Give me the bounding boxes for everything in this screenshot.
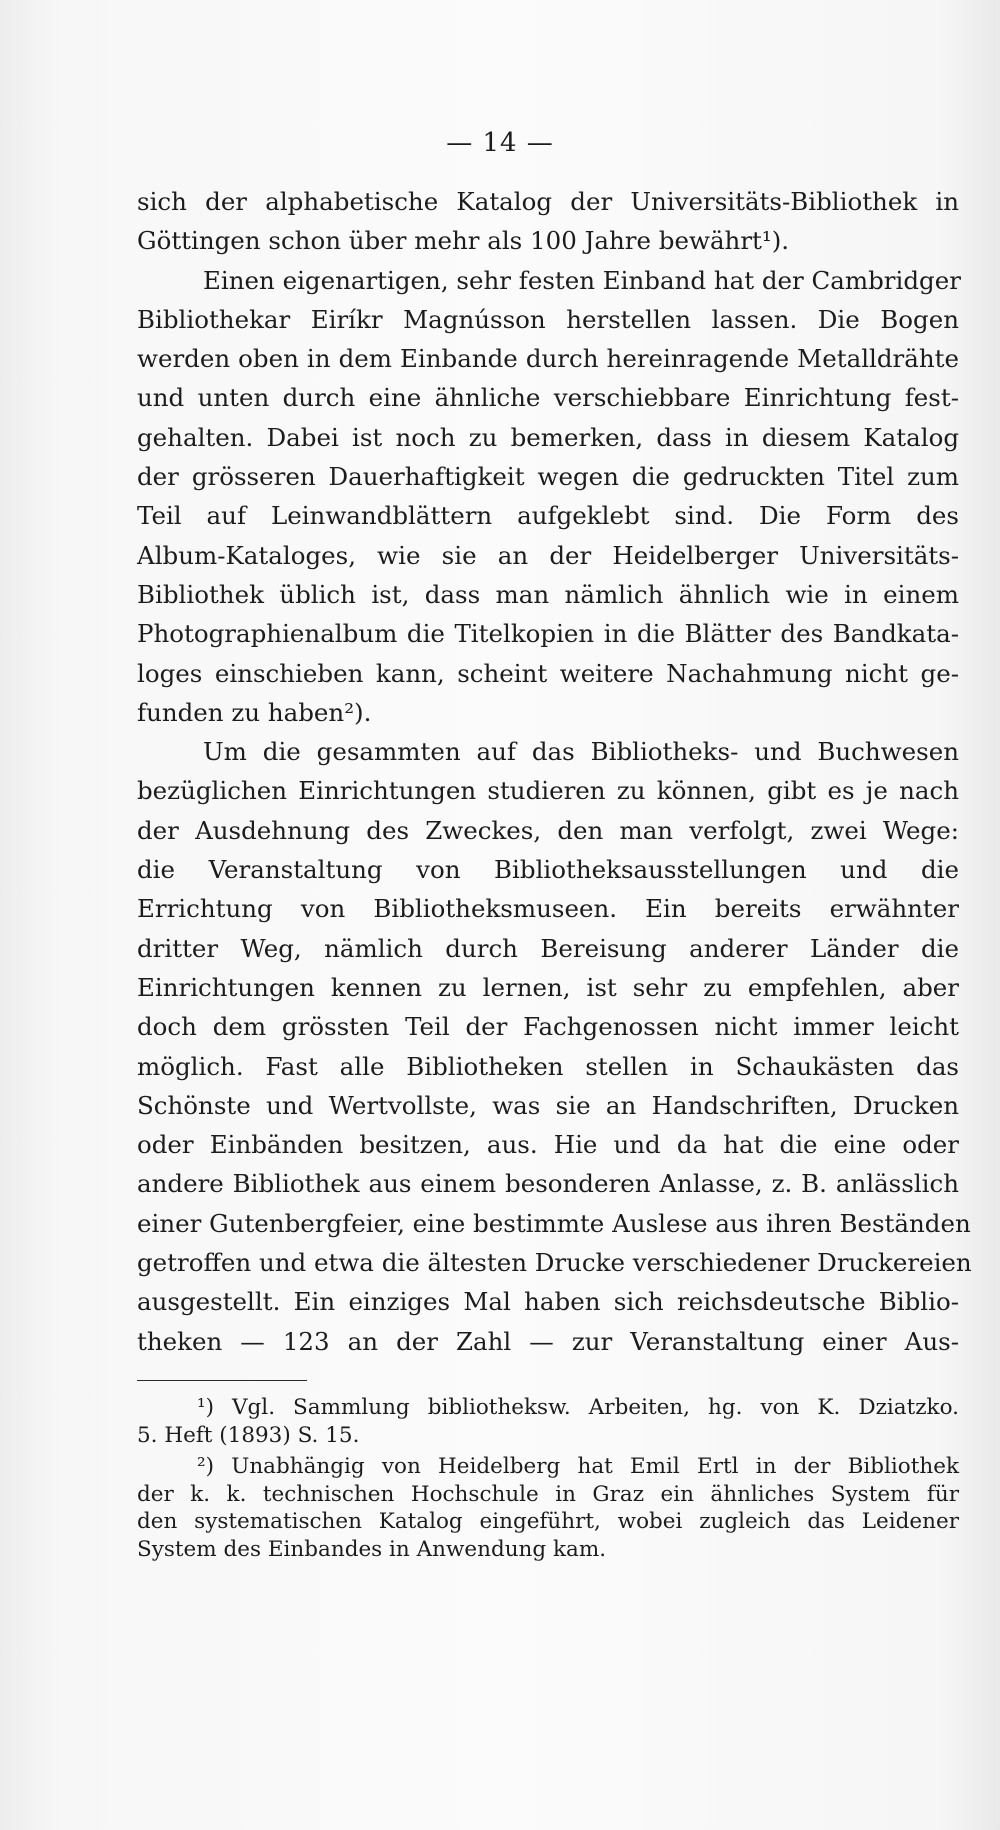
- footnote-divider: [137, 1380, 307, 1381]
- footnote-line: den systematischen Katalog eingeführt, wobei zugleich das Leidener: [137, 1509, 959, 1534]
- text-line: ausgestellt. Ein einziges Mal haben sich reichsdeutsche Biblio-: [137, 1287, 959, 1317]
- text-line: der grösseren Dauerhaftigkeit wegen die gedruckten Titel zum: [137, 462, 959, 492]
- text-line: funden zu haben²).: [137, 697, 372, 727]
- paragraph-2: [137, 261, 959, 733]
- footnote-line: System des Einbandes in Anwendung kam.: [137, 1536, 607, 1562]
- text-line: und unten durch eine ähnliche verschiebbare Einrichtung fest-: [137, 383, 959, 413]
- text-line: Schönste und Wertvollste, was sie an Handschriften, Drucken: [137, 1090, 959, 1120]
- text-line: der Ausdehnung des Zweckes, den man verfolgt, zwei Wege:: [137, 815, 959, 845]
- text-line: möglich. Fast alle Bibliotheken stellen in Schaukästen das: [137, 1051, 959, 1081]
- text-line: Göttingen schon über mehr als 100 Jahre bewährt¹).: [137, 226, 790, 256]
- text-line: loges einschieben kann, scheint weitere Nachahmung nicht ge-: [137, 658, 959, 688]
- text-line: dritter Weg, nämlich durch Bereisung anderer Länder die: [137, 933, 959, 963]
- footnote-line: der k. k. technischen Hochschule in Graz ein ähnliches System für: [137, 1481, 959, 1507]
- text-line: Errichtung von Bibliotheksmuseen. Ein bereits erwähnter: [137, 894, 959, 924]
- text-line: oder Einbänden besitzen, aus. Hie und da hat die eine oder: [137, 1130, 959, 1160]
- text-line: Bibliothek üblich ist, dass man nämlich ähnlich wie in einem: [137, 579, 959, 609]
- text-line: die Veranstaltung von Bibliotheksausstellungen und die: [137, 855, 959, 885]
- text-line: einer Gutenbergfeier, eine bestimmte Auslese aus ihren Beständen: [137, 1208, 971, 1238]
- footnote-line: ²) Unabhängig von Heidelberg hat Emil Ertl in der Bibliothek: [197, 1454, 959, 1479]
- text-line: getroffen und etwa die ältesten Drucke verschiedener Druckereien: [137, 1248, 972, 1278]
- text-line: Album-Kataloges, wie sie an der Heidelberger Universitäts-: [137, 540, 959, 570]
- paragraph-1: [137, 182, 959, 261]
- text-line: Bibliothekar Eiríkr Magnússon herstellen lassen. Die Bogen: [137, 304, 959, 334]
- footnote-line: ¹) Vgl. Sammlung bibliotheksw. Arbeiten, hg. von K. Dziatzko.: [197, 1395, 959, 1420]
- footnote-line: 5. Heft (1893) S. 15.: [137, 1422, 360, 1448]
- text-line: andere Bibliothek aus einem besonderen Anlasse, z. B. anlässlich: [137, 1169, 959, 1199]
- page-number: — 14 —: [446, 128, 554, 158]
- footnote-2: [137, 1453, 959, 1563]
- text-line: Um die gesammten auf das Bibliotheks- und Buchwesen: [203, 737, 959, 767]
- text-line: sich der alphabetische Katalog der Universitäts-Bibliothek in: [137, 187, 959, 216]
- text-line: bezüglichen Einrichtungen studieren zu können, gibt es je nach: [137, 776, 959, 806]
- text-line: doch dem grössten Teil der Fachgenossen nicht immer leicht: [137, 1012, 959, 1042]
- footnote-1: [137, 1394, 959, 1449]
- text-line: werden oben in dem Einbande durch hereinragende Metalldrähte: [137, 344, 959, 374]
- text-line: Einen eigenartigen, sehr festen Einband hat der Cambridger: [203, 265, 961, 295]
- body-text: [137, 182, 972, 1361]
- text-line: Photographienalbum die Titelkopien in die Blätter des Bandkata-: [137, 619, 959, 649]
- text-line: theken — 123 an der Zahl — zur Veranstaltung einer Aus-: [137, 1326, 959, 1356]
- footnotes: [137, 1394, 959, 1567]
- text-line: Teil auf Leinwandblättern aufgeklebt sind. Die Form des: [137, 501, 959, 531]
- text-line: Einrichtungen kennen zu lernen, ist sehr zu empfehlen, aber: [137, 972, 959, 1002]
- text-line: gehalten. Dabei ist noch zu bemerken, dass in diesem Katalog: [137, 422, 959, 452]
- paragraph-3: [137, 732, 972, 1361]
